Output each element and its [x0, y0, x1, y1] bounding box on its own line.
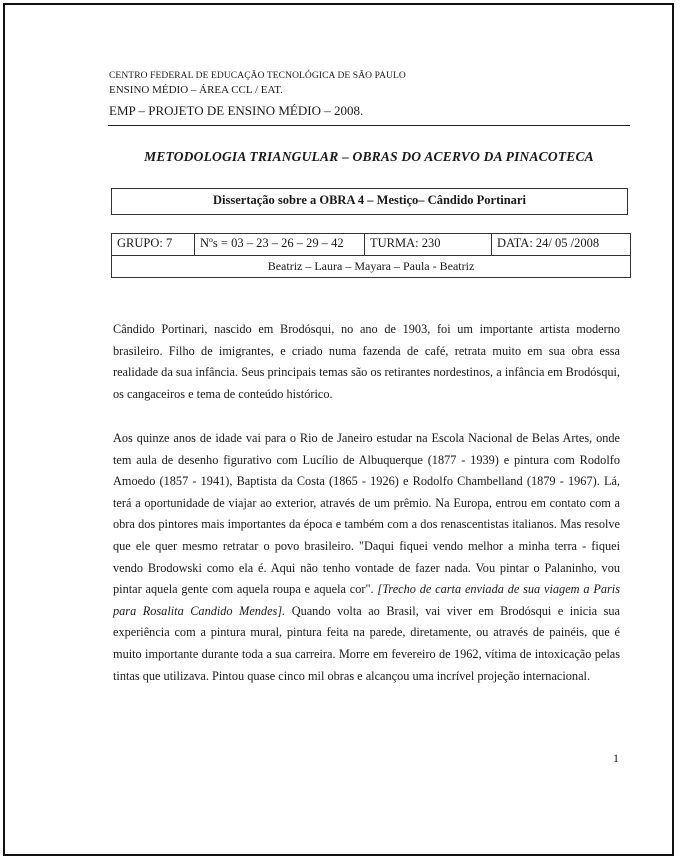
dissertation-title-box: Dissertação sobre a OBRA 4 – Mestiço– Cândido Portinari: [111, 188, 628, 215]
document-subtitle: METODOLOGIA TRIANGULAR – OBRAS DO ACERVO DA PINACOTECA: [144, 149, 594, 164]
paragraph-2: [113, 428, 620, 687]
paragraph-2-text-b: Quando volta ao Brasil, vai viver em Brodósqui e inicia sua experiência com a pintura mural, pintura feita na parede, diretamente, ou através de painéis, que é muito importante durante toda a sua carreira. Morre em fevereiro de 1962, vítima de intoxicação pelas tintas que utilizava. Pintou quase cinco mil obras e alcançou uma incrível projeção internacional.: [113, 603, 620, 683]
page-number: 1: [613, 751, 619, 765]
header-divider: [108, 125, 630, 126]
institution-header: CENTRO FEDERAL DE EDUCAÇÃO TECNOLÓGICA DE SÃO PAULO: [109, 71, 406, 81]
paragraph-1: Cândido Portinari, nascido em Brodósqui, no ano de 1903, foi um importante artista moderno brasileiro. Filho de imigrantes, e criado numa fazenda de café, retrata muito em sua obra essa realidade da sua infância. Seus principais temas são os retirantes nordestinos, a infância em Brodósqui, os cangaceiros e tema de conteúdo histórico.: [113, 322, 620, 401]
course-header: ENSINO MÉDIO – ÁREA CCL / EAT.: [109, 84, 283, 96]
project-header: EMP – PROJETO DE ENSINO MÉDIO – 2008.: [109, 103, 364, 118]
date-cell: DATA: 24/ 05 /2008: [497, 236, 600, 250]
class-cell: TURMA: 230: [365, 234, 492, 255]
group-info-table: [111, 233, 631, 278]
paragraph-2-text-a: Aos quinze anos de idade vai para o Rio de Janeiro estudar na Escola Nacional de Belas Artes, onde tem aula de desenho figurativo com Lucílio de Albuquerque (1877 - 1939) e pintura com Rodolfo Amoedo (1857 - 1941), Baptista da Costa (1865 - 1926) e Rodolfo Chambelland (1879 - 1967). Lá, terá a oportunidade de viajar ao exterior, através de um prêmio. Na Europa, entrou em contato com a obra dos pintores mais importantes da época e também com a dos renascentistas italianos. Mas resolve que ele quer mesmo retratar o povo brasileiro. "Daqui fiquei vendo melhor a minha terra - fiquei vendo Brodowski como ela é. Aqui não tenho vontade de fazer nada. Vou pintar o Palaninho, vou pintar aquela gente com aquela roupa e aquela cor".: [113, 431, 620, 597]
letter-citation: [Trecho de carta enviada de sua viagem a Paris para Rosalita Candido Mendes].: [113, 582, 620, 618]
numbers-cell: Nºs = 03 – 23 – 26 – 29 – 42: [195, 234, 365, 255]
group-cell: GRUPO: 7: [112, 234, 195, 255]
members-row: Beatriz – Laura – Mayara – Paula - Beatriz: [267, 259, 475, 273]
